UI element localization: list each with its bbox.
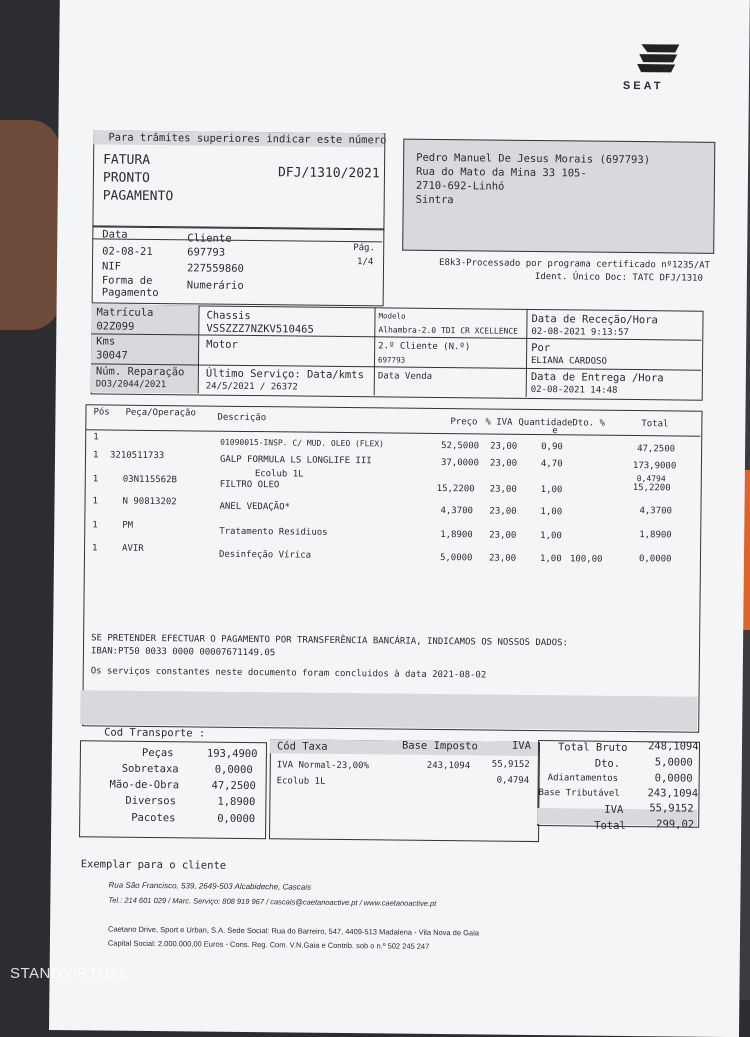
customer-street: Rua do Mato da Mina 33 105-	[415, 165, 587, 180]
total-bruto-label: Total Bruto	[557, 741, 628, 754]
row1-desc: 01090015-INSP. C/ MUD. OLEO (FLEX)	[220, 437, 384, 449]
invoice-paper	[49, 0, 750, 1037]
row1-iva: 23,00	[490, 441, 518, 452]
sobretaxa-label: Sobretaxa	[121, 762, 179, 776]
doc-type-line3: PAGAMENTO	[102, 188, 174, 205]
total-value: 299,02	[656, 818, 695, 831]
rececao-value: 02-08-2021 9:13:57	[531, 326, 629, 338]
row3-peca: 03N115562B	[122, 474, 178, 486]
row5-iva: 23,00	[489, 530, 517, 541]
ultimo-servico-value: 24/5/2021 / 26372	[205, 381, 298, 393]
matricula-value: 02Z099	[96, 320, 135, 333]
row3-iva: 23,00	[489, 484, 517, 495]
doc-type-line1: FATURA	[103, 152, 151, 168]
row4-desc: ANEL VEDAÇÃO*	[219, 501, 290, 513]
standvirtual-watermark: STANDVIRTUAL	[10, 965, 129, 982]
col-total: Total	[641, 419, 669, 430]
base-tributavel-label: Base Tributável	[538, 788, 620, 799]
cliente2-label: 2.º Cliente (N.º)	[378, 341, 471, 353]
certification-line1: E8k3-Processado por programa certificado nº1235/AT	[439, 257, 711, 271]
pecas-value: 193,4900	[206, 747, 258, 761]
total-bruto-value: 248,1094	[647, 740, 699, 753]
col-dto: Dto. %	[572, 418, 605, 429]
sobretaxa-value: 0,0000	[214, 763, 253, 777]
tax-row2-cod: Ecolub 1L	[276, 776, 326, 787]
row6-pos: 1	[91, 543, 98, 554]
row3-pos: 1	[92, 474, 99, 485]
row3-qtd: 1,00	[540, 485, 563, 496]
kms-label: Kms	[96, 335, 116, 348]
row2-pos: 1	[92, 450, 99, 461]
base-imposto-label: Base Imposto	[401, 739, 478, 753]
customer-postal: 2710-692-Linhó	[415, 179, 505, 193]
row4-iva: 23,00	[489, 506, 517, 517]
col-iva: % IVA	[485, 417, 513, 428]
diversos-value: 1,8900	[217, 795, 256, 809]
row2-peca: 3210511733	[109, 450, 165, 462]
instruction-text: Para trâmites superiores indicar este número	[108, 131, 387, 147]
chassis-label: Chassis	[206, 309, 251, 323]
row4-preco: 4,3700	[440, 506, 474, 517]
por-label: Por	[531, 341, 551, 355]
row6-qtd: 1,00	[539, 554, 562, 565]
brand-name: SEAT	[622, 79, 664, 93]
footer-contacts: Tel.: 214 601 029 / Marc. Serviço: 808 919 967 / cascais@caetanoactive.pt / www.caetanoactive.pt	[108, 895, 437, 908]
row6-total: 0,0000	[638, 554, 672, 565]
row2-total: 173,9000	[632, 461, 677, 472]
col-dto-suffix: e	[552, 426, 558, 437]
row5-preco: 1,8900	[440, 530, 473, 541]
row6-peca: AVIR	[121, 543, 144, 554]
row4-qtd: 1,00	[540, 507, 563, 518]
row3-preco: 15,2200	[436, 483, 475, 495]
pag-label: Pág.	[353, 243, 375, 254]
customer-name: Pedro Manuel De Jesus Morais (697793)	[416, 151, 651, 167]
entrega-label: Data de Entrega /Hora	[530, 370, 664, 385]
row2-qtd: 4,70	[540, 459, 563, 470]
tax-row1-cod: IVA Normal-23,00%	[276, 760, 369, 772]
mao-obra-label: Mão-de-Obra	[109, 778, 180, 792]
iva-total-value: 55,9152	[649, 802, 694, 815]
cliente-value: 697793	[187, 246, 226, 259]
cliente2-value: 697793	[377, 355, 406, 365]
row5-qtd: 1,00	[540, 531, 562, 542]
row2-iva: 23,00	[489, 458, 518, 469]
base-tributavel-value: 243,1094	[647, 787, 699, 800]
reparacao-label: Núm. Reparação	[95, 365, 185, 379]
row5-desc: Tratamento Residiuos	[219, 526, 328, 538]
row5-total: 1,8900	[639, 530, 672, 541]
row6-iva: 23,00	[488, 553, 517, 564]
row3-extra: 0,4794	[636, 474, 666, 484]
data-label: Data	[102, 228, 128, 241]
doc-type-line2: PRONTO	[102, 170, 150, 186]
col-pos: Pós	[93, 407, 110, 418]
col-preco: Preço	[450, 417, 478, 428]
footer-capital: Capital Social: 2.000.000,00 Euros - Cons. Reg. Com. V.N.Gaia e Contrib. sob o n.º 502 245 247	[107, 938, 430, 951]
venda-label: Data Venda	[377, 371, 433, 382]
doc-number: DFJ/1310/2021	[277, 165, 380, 182]
matricula-label: Matrícula	[96, 306, 154, 319]
row6-dto: 100,00	[569, 554, 603, 565]
row6-preco: 5,0000	[439, 553, 473, 564]
pacotes-value: 0,0000	[217, 812, 256, 826]
payment-note-iban: IBAN:PT50 0033 0000 00007671149.05	[90, 646, 276, 659]
modelo-value: Alhambra-2.0 TDI CR XCELLENCE	[378, 325, 519, 336]
entrega-value: 02-08-2021 14:48	[530, 384, 618, 396]
iva-total-label: IVA	[604, 803, 624, 816]
footer-address: Rua São Francisco, 539, 2649-503 Alcabideche, Cascais	[108, 880, 312, 892]
forma-label1: Forma de	[101, 274, 153, 287]
tax-row2-iva: 0,4794	[496, 775, 530, 786]
forma-value: Numerário	[186, 279, 244, 292]
row1-qtd: 0,90	[541, 442, 563, 453]
adiantamentos-label: Adiantamentos	[547, 773, 619, 784]
nif-label: NIF	[101, 260, 122, 273]
pacotes-label: Pacotes	[131, 811, 176, 825]
customer-city: Sintra	[415, 193, 454, 207]
mao-obra-value: 47,2500	[211, 779, 256, 793]
row2-extra: Ecolub 1L	[254, 469, 304, 480]
col-qtd: Quantidade	[518, 417, 573, 429]
row1-total: 47,2500	[637, 444, 676, 455]
payment-note-line1: SE PRETENDER EFECTUAR O PAGAMENTO POR TRANSFERÊNCIA BANCÁRIA, INDICAMOS OS NOSSOS DADOS:	[91, 633, 568, 649]
iva-header-label: IVA	[511, 739, 532, 752]
transport-label: Cod Transporte :	[104, 726, 206, 740]
row5-peca: PM	[122, 520, 134, 531]
col-desc: Descrição	[217, 412, 267, 424]
row4-peca: N 90813202	[122, 496, 177, 508]
items-table	[82, 404, 702, 732]
kms-value: 30047	[96, 349, 128, 362]
row1-preco: 52,5000	[441, 441, 480, 452]
motor-label: Motor	[206, 338, 238, 351]
data-value: 02-08-21	[102, 245, 153, 258]
copy-note: Exemplar para o cliente	[80, 858, 227, 872]
nif-value: 227559860	[186, 262, 244, 275]
diversos-label: Diversos	[125, 794, 177, 808]
ultimo-servico-label: Último Serviço: Data/kmts	[205, 367, 364, 382]
tax-row1-base: 243,1094	[426, 760, 471, 772]
row6-desc: Desinfeção Vírica	[218, 549, 312, 561]
pecas-label: Peças	[141, 746, 174, 760]
adiantamentos-value: 0,0000	[654, 772, 693, 785]
pag-value: 1/4	[357, 257, 374, 268]
forma-label2: Pagamento	[101, 286, 159, 300]
row2-preco: 37,0000	[440, 458, 479, 469]
row3-total: 15,2200	[632, 483, 671, 494]
seat-logo	[622, 44, 689, 93]
transport-band	[80, 690, 697, 730]
reparacao-value: DO3/2044/2021	[95, 379, 167, 391]
footer-company: Caetano Drive, Sport e Urban, S.A. Sede Social: Rua do Barreiro, 547, 4409-513 Madalena - Vila Nova de Gaia	[108, 924, 480, 938]
dto-value: 5,0000	[654, 756, 693, 769]
tax-row1-iva: 55,9152	[491, 759, 530, 770]
row2-desc: GALP FORMULA LS LONGLIFE III	[219, 454, 372, 467]
cod-taxa-label: Cód Taxa	[276, 740, 328, 753]
row4-total: 4,3700	[639, 506, 673, 517]
row5-pos: 1	[92, 520, 98, 531]
por-value: ELIANA CARDOSO	[530, 355, 607, 367]
total-label: Total	[594, 819, 626, 832]
rececao-label: Data de Receção/Hora	[531, 312, 658, 327]
holding-hand	[0, 120, 60, 330]
row4-pos: 1	[92, 496, 99, 507]
chassis-value: VSSZZZ7NZKV510465	[206, 322, 314, 336]
payment-note-line3: Os serviços constantes neste documento foram concluidos à data 2021-08-02	[90, 666, 487, 681]
col-peca: Peça/Operação	[125, 407, 196, 419]
certification-line2: Ident. Único Doc: TATC DFJ/1310	[534, 271, 703, 284]
modelo-label: Modelo	[378, 311, 406, 321]
dto-label: Dto.	[594, 757, 621, 770]
row3-desc: FILTRO OLEO	[219, 479, 280, 491]
cliente-label: Cliente	[187, 232, 232, 245]
row1-pos: 1	[93, 432, 99, 443]
